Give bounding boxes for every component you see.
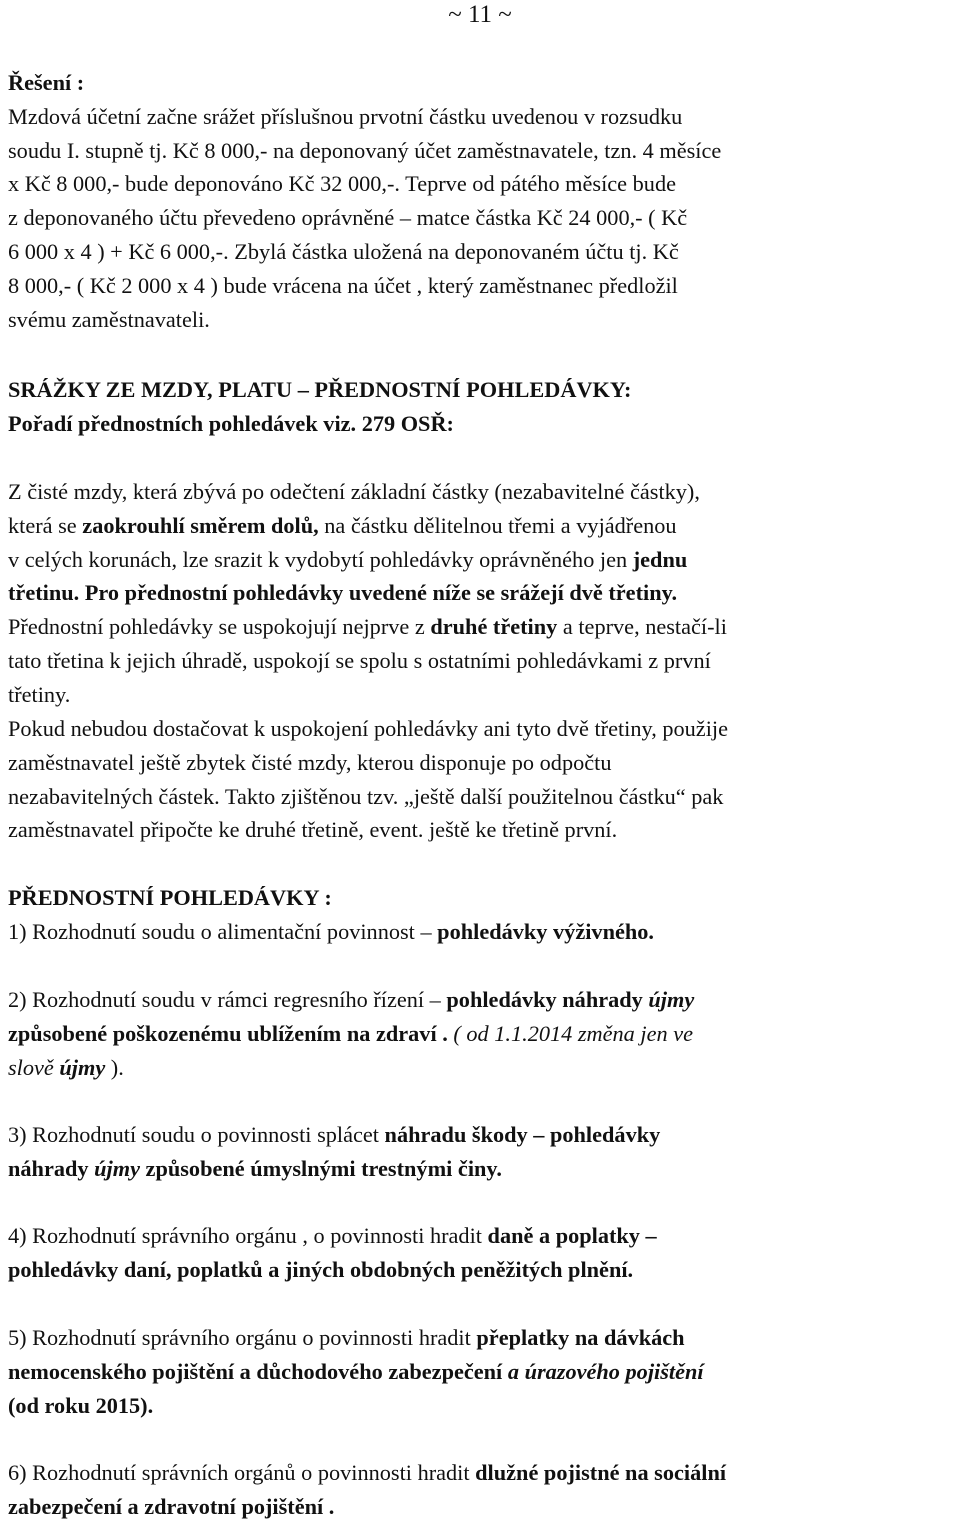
paragraph-thirds	[8, 475, 952, 712]
text-span: v celých korunách, lze srazit k vydobytí pohledávky oprávněného jen	[8, 546, 633, 572]
item-line: pohledávky daní, poplatků a jiných obdobných peněžitých plnění.	[8, 1256, 634, 1282]
text-span: 3) Rozhodnutí soudu o povinnosti splácet	[8, 1122, 385, 1147]
bold-span: způsobené poškozenému ublížením na zdraví	[8, 1020, 437, 1046]
item-line	[8, 1355, 952, 1389]
bold-italic-span: újmy	[59, 1054, 106, 1080]
item-line	[8, 1321, 952, 1355]
bold-italic-span: újmy	[648, 987, 695, 1012]
priority-heading: PŘEDNOSTNÍ POHLEDÁVKY :	[8, 885, 332, 910]
bold-italic-span: újmy	[94, 1155, 140, 1181]
text-span: 5) Rozhodnutí správního orgánu o povinnosti hradit	[8, 1325, 477, 1350]
para-line: Z čisté mzdy, která zbývá po odečtení základní částky (nezabavitelné částky),	[8, 479, 700, 504]
text-span: Přednostní pohledávky se uspokojují nejprve z	[8, 614, 431, 640]
para-line: Pokud nebudou dostačovat k uspokojení pohledávky ani tyto dvě třetiny, použije	[8, 716, 728, 741]
bold-span: zaokrouhlí směrem dolů,	[82, 512, 319, 538]
solution-line: soudu I. stupně tj. Kč 8 000,- na deponovaný účet zaměstnavatele, tzn. 4 měsíce	[8, 137, 722, 163]
italic-span: ( od 1.1.2014 změna jen ve	[453, 1020, 694, 1046]
bold-span: pohledávky náhrady	[446, 987, 649, 1012]
bold-italic-span: a úrazového pojištění	[507, 1358, 704, 1384]
para-line	[8, 576, 952, 610]
srazky-title: SRÁŽKY ZE MZDY, PLATU – PŘEDNOSTNÍ POHLEDÁVKY:	[8, 377, 632, 402]
solution-line: z deponovaného účtu převedeno oprávněné – matce částka Kč 24 000,- ( Kč	[8, 205, 688, 231]
item-line	[8, 1017, 952, 1051]
item-line	[8, 1051, 952, 1085]
bold-span: způsobené úmyslnými trestnými činy.	[139, 1155, 502, 1181]
bold-span: náhradu škody – pohledávky	[384, 1122, 661, 1147]
solution-line: svému zaměstnavateli.	[8, 306, 210, 332]
bold-span: přeplatky na dávkách	[476, 1325, 685, 1350]
solution-line: Mzdová účetní začne srážet příslušnou prvotní částku uvedenou v rozsudku	[8, 103, 683, 129]
solution-heading: Řešení :	[8, 70, 85, 95]
para-line	[8, 509, 952, 543]
bold-span: dlužné pojistné na sociální	[475, 1460, 727, 1485]
priority-item-4	[8, 1219, 952, 1287]
item-line	[8, 1152, 952, 1186]
solution-line: 8 000,- ( Kč 2 000 x 4 ) bude vrácena na účet , který zaměstnanec předložil	[8, 272, 678, 298]
item-line: zabezpečení a zdravotní pojištění .	[8, 1493, 335, 1519]
bold-span: daně a poplatky –	[487, 1223, 657, 1248]
italic-span: slově	[8, 1054, 60, 1080]
para-line: tato třetina k jejich úhradě, uspokojí se spolu s ostatními pohledávkami z první	[8, 647, 711, 673]
item-line	[8, 1456, 952, 1490]
item-line: (od roku 2015).	[8, 1392, 154, 1418]
text-span: 6) Rozhodnutí správních orgánů o povinnosti hradit	[8, 1460, 476, 1485]
srazky-subtitle: Pořadí přednostních pohledávek viz. 279 OSŘ:	[8, 410, 454, 436]
priority-item-1	[8, 915, 952, 949]
text-span: 2) Rozhodnutí soudu v rámci regresního řízení –	[8, 987, 447, 1012]
bold-span: nemocenského pojištění a důchodového zabezpečení	[8, 1358, 508, 1384]
priority-item-3	[8, 1118, 952, 1186]
text-span: 4) Rozhodnutí správního orgánu , o povinnosti hradit	[8, 1223, 488, 1248]
bold-span: náhrady	[8, 1155, 95, 1181]
item-line	[8, 983, 952, 1017]
text-span: a teprve, nestačí-li	[557, 614, 727, 640]
bold-span: pohledávky výživného.	[437, 919, 654, 944]
para-line	[8, 543, 952, 577]
srazky-section	[8, 373, 952, 441]
bold-span: jednu	[632, 546, 688, 572]
para-line: nezabavitelných částek. Takto zjištěnou tzv. „ještě další použitelnou částku“ pak	[8, 783, 724, 809]
page-number: ~ 11 ~	[448, 1, 512, 28]
item-line	[8, 1219, 952, 1253]
para-line: zaměstnavatel připočte ke druhé třetině, event. ještě ke třetině první.	[8, 817, 618, 843]
paragraph-remainder	[8, 712, 952, 847]
para-line	[8, 610, 952, 644]
para-line: třetiny.	[8, 681, 71, 707]
bold-span: .	[436, 1020, 454, 1046]
item-line	[8, 1118, 952, 1152]
para-line: zaměstnavatel ještě zbytek čisté mzdy, kterou disponuje po odpočtu	[8, 749, 612, 775]
bold-span: druhé třetiny	[430, 614, 558, 640]
text-span: na částku dělitelnou třemi a vyjádřenou	[318, 512, 677, 538]
text-span: která se	[8, 512, 83, 538]
priority-item-5	[8, 1321, 952, 1422]
priority-item-2	[8, 983, 952, 1084]
bold-span: Pro přednostní pohledávky uvedené níže se srážejí dvě třetiny.	[79, 580, 678, 606]
text-span: ).	[105, 1054, 124, 1080]
solution-line: x Kč 8 000,- bude deponováno Kč 32 000,-. Teprve od pátého měsíce bude	[8, 171, 676, 197]
solution-section	[8, 66, 952, 336]
text-span: 1) Rozhodnutí soudu o alimentační povinnost –	[8, 919, 438, 944]
priority-item-6	[8, 1456, 952, 1524]
solution-line: 6 000 x 4 ) + Kč 6 000,-. Zbylá částka uložená na deponovaném účtu tj. Kč	[8, 238, 679, 264]
bold-span: třetinu.	[8, 580, 80, 606]
